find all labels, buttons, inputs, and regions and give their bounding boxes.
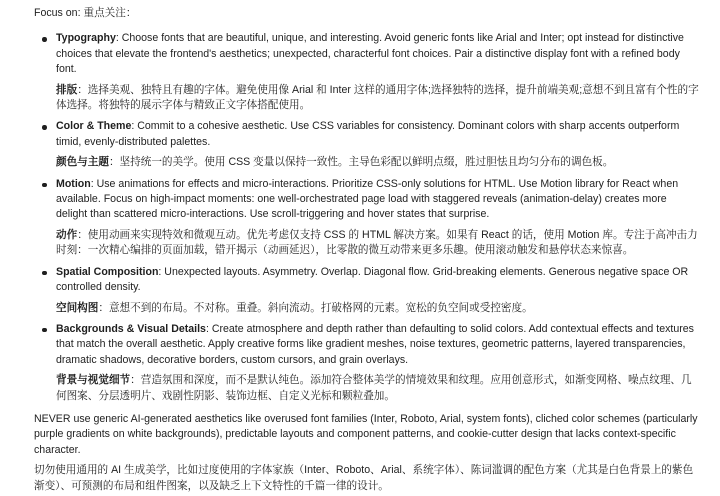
term-typography: Typography <box>56 32 116 45</box>
motion-zh <box>56 228 700 259</box>
list-item-color-theme <box>56 119 700 170</box>
typography-en-text: : Choose fonts that are beautiful, unique, and interesting. Avoid generic fonts like Arial and Inter; opt instead for distinctive choices that elevate the frontend's aesthetics; unexpected, characterful font choices. Pair a distinctive display font with a refined body font. <box>56 32 684 76</box>
motion-en <box>56 177 700 223</box>
spatial-zh-text: ：意想不到的布局。不对称。重叠。斜向流动。打破格网的元素。宽松的负空间或受控密度。 <box>98 301 533 314</box>
backgrounds-zh <box>56 373 700 404</box>
guideline-list <box>34 31 700 404</box>
term-motion: Motion <box>56 177 91 190</box>
typography-zh <box>56 83 700 114</box>
color-theme-en-text: : Commit to a cohesive aesthetic. Use CSS variables for consistency. Dominant colors with sharp accents outperform timid, evenly-distributed palettes. <box>56 120 680 148</box>
list-item-spatial-composition <box>56 265 700 316</box>
term-color-theme: Color & Theme <box>56 120 132 133</box>
term-color-theme-zh: 颜色与主题 <box>56 156 109 169</box>
term-backgrounds: Backgrounds & Visual Details <box>56 322 206 335</box>
list-item-backgrounds <box>56 322 700 404</box>
spatial-en <box>56 265 700 296</box>
closing-zh: 切勿使用通用的 AI 生成美学，比如过度使用的字体家族（Inter、Roboto、Arial、系统字体）、陈词滥调的配色方案（尤其是白色背景上的紫色渐变）、可预测的布局和组件图案，以及缺乏上下文特性的千篇一律的设计。 <box>34 464 694 492</box>
motion-zh-text: ：使用动画来实现特效和微观互动。优先考虑仅支持 CSS 的 HTML 解决方案。如果有 React 的话，使用 Motion 库。专注于高冲击力时刻：一次精心编排的页面加载，错开揭示（动画延迟），比零散的微互动带来更多乐趣。使用滚动触发和悬停状态来惊喜。 <box>56 228 698 257</box>
list-item-motion <box>56 177 700 259</box>
typography-en <box>56 31 700 77</box>
color-theme-zh-text: ：坚持统一的美学。使用 CSS 变量以保持一致性。主导色彩配以鲜明点缀，胜过胆怯且均匀分布的调色板。 <box>108 156 614 169</box>
closing-section <box>34 412 700 494</box>
backgrounds-zh-text: ：营造氛围和深度，而不是默认纯色。添加符合整体美学的情境效果和纹理。应用创意形式，如渐变网格、噪点纹理、几何图案、分层透明片、戏剧性阴影、装饰边框、自定义光标和颗粒叠加。 <box>56 374 692 402</box>
closing-en: NEVER use generic AI-generated aesthetics like overused font families (Inter, Roboto, Arial, system fonts), cliched color schemes (particularly purple gradients on white backgrounds), predictable layouts and component patterns, and cookie-cutter design that lacks context-specific character. <box>34 412 698 456</box>
focus-label-zh: 重点关注： <box>83 7 137 19</box>
term-spatial-zh: 空间构图 <box>56 301 99 314</box>
term-typography-zh: 排版 <box>56 83 78 96</box>
spatial-zh <box>56 301 700 316</box>
term-backgrounds-zh: 背景与视觉细节 <box>56 374 131 387</box>
motion-en-text: : Use animations for effects and micro-interactions. Prioritize CSS-only solutions for HTML. Use Motion library for React when available. Focus on high-impact moments: one well-orchestrated page load with staggered reveals (animation-delay) creates more delight than scattered micro-interactions. Use scroll-triggering and hover states that surprise. <box>56 177 679 221</box>
list-item-typography <box>56 31 700 113</box>
focus-label: Focus on: <box>34 7 81 19</box>
spatial-en-text: : Unexpected layouts. Asymmetry. Overlap. Diagonal flow. Grid-breaking elements. Generous negative space OR controlled density. <box>56 265 689 294</box>
focus-heading <box>34 6 700 21</box>
typography-zh-text: ：选择美观、独特且有趣的字体。避免使用像 Arial 和 Inter 这样的通用字体;选择独特的选择，提升前端美观;意想不到且富有个性的字体选择。将独特的展示字体与精致正文字体搭配使用。 <box>56 83 699 112</box>
term-spatial: Spatial Composition <box>56 265 159 278</box>
color-theme-zh <box>56 155 700 170</box>
backgrounds-en-text: : Create atmosphere and depth rather than defaulting to solid colors. Add contextual effects and textures that match the overall aesthetic. Apply creative forms like gradient meshes, noise textures, geometric patterns, layered transparencies, dramatic shadows, decorative borders, custom cursors, and grain overlays. <box>56 322 694 366</box>
color-theme-en <box>56 119 700 150</box>
term-motion-zh: 动作 <box>56 228 78 241</box>
backgrounds-en <box>56 322 700 368</box>
